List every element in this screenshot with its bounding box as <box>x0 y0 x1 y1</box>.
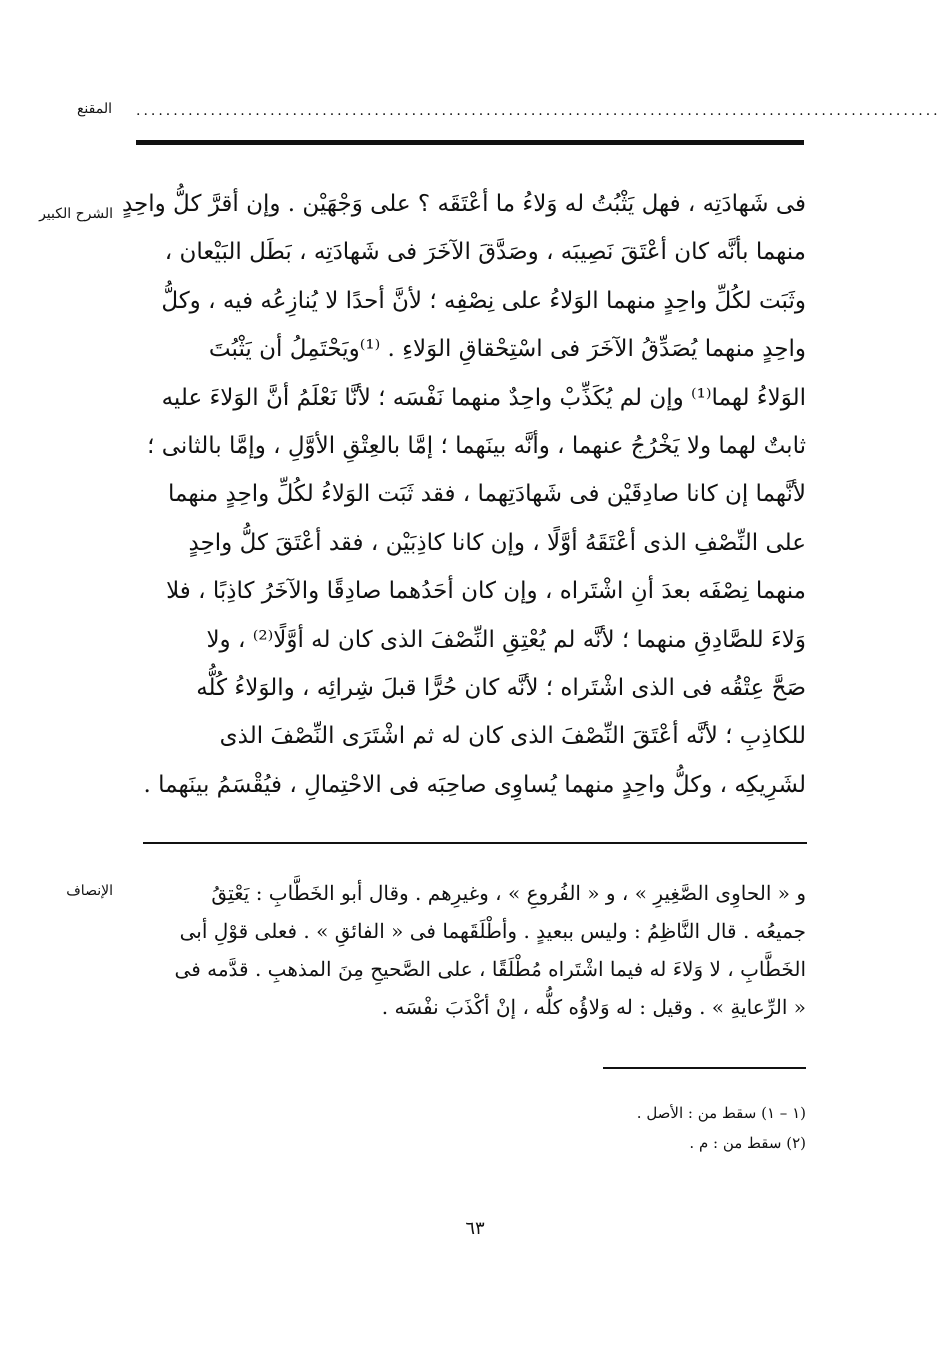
main-line: فى شَهادَتِه ، فهل يَثْبُتُ له وَلاءُ ما أعْتَقَه ؟ على وَجْهَيْن . وإن أقرَّ كلُّ واحِدٍ <box>121 191 806 217</box>
main-line: الوَلاءُ لهما⁽¹⁾ وإن لم يُكَذِّبْ واحِدٌ منهما نَفْسَه ؛ لأنَّا نَعْلَمُ أنَّ الوَلاءَ عليه <box>161 384 806 411</box>
footnote: (٢) سقط من : م . <box>689 1134 806 1152</box>
insaf-line: جميعُه . قال النَّاظِمُ : وليس ببعيدٍ . وأطْلَقَهما فى « الفائقِ » . فعلى قوْلِ أبى <box>179 919 806 943</box>
footnote-rule <box>603 1067 806 1069</box>
main-line: على النِّصْفِ الذى أعْتَقَهُ أوَّلًا ، وإن كانا كاذِبَيْن ، فقد أعْتَقَ كلُّ واحِدٍ <box>188 529 806 556</box>
main-line: ثابتٌ لهما ولا يَخْرُجُ عنهما ، وأنَّه بينَهما ؛ إمَّا بالعِتْقِ الأوَّلِ ، وإمَّا بالثانى ؛ <box>147 432 806 459</box>
main-line: لأنَّهما إن كانا صادِقَيْن فى شَهادَتِهما ، فقد ثَبَت الوَلاءُ لكُلِّ واحِدٍ منهما <box>168 481 806 508</box>
main-line: وثَبَت لكُلِّ واحِدٍ منهما الوَلاءُ على نِصْفِه ؛ لأنَّ أحدًا لا يُنازِعُه فيه ، وكلُّ <box>161 287 806 314</box>
main-line: صَحَّ عِتْقُه فى الذى اشْتَراه ؛ لأنَّه كان حُرًّا قبلَ شِرائِه ، والوَلاءُ كُلُّه <box>196 674 806 701</box>
insaf-line: الخَطَّابِ ، لا وَلاءَ له فيما اشْتَراه مُطْلَقًا ، على الصَّحيحِ مِنَ المذهبِ . قدَّمه فى <box>174 957 806 981</box>
main-line: للكاذِبِ ؛ لأنَّه أعْتَقَ النِّصْفَ الذى كان له ثم اشْتَرَى النِّصْفَ الذى <box>219 723 806 750</box>
main-line: منهما بأنَّه كان أعْتَقَ نَصِيبَه ، وصَدَّقَ الآخَرَ فى شَهادَتِه ، بَطَل البَيْعان ، <box>164 239 806 266</box>
side-label-sharh: الشرح الكبير <box>39 206 113 222</box>
page-number: ٦٣ <box>465 1218 485 1239</box>
insaf-text <box>128 874 806 1026</box>
footnotes <box>400 1098 806 1158</box>
main-text <box>121 180 806 809</box>
main-line: واحِدٍ منهما يُصَدِّقُ الآخَرَ فى اسْتِحْقاقِ الوَلاءِ . ⁽¹⁾ويَحْتَمِلُ أن يَثْبُتَ <box>208 336 806 363</box>
book-title: المقنع <box>76 101 112 117</box>
header-rule <box>136 140 804 145</box>
main-line: لشَرِيكِه ، وكلُّ واحِدٍ منهما يُساوِى صاحِبَه فى الاحْتِمالِ ، فيُقْسَمُ بينَهما . <box>143 771 806 798</box>
header-dotted-leader: ............................................................................................................ <box>136 103 941 119</box>
side-label-insaf: الإنصاف <box>66 883 113 899</box>
main-line: وَلاءَ للصَّادِقِ منهما ؛ لأنَّه لم يُعْتِقِ النِّصْفَ الذى كان له أوَّلًا⁽²⁾ ، ولا <box>206 626 806 653</box>
section-separator <box>143 842 807 844</box>
main-line: منهما نِصْفَه بعدَ أنِ اشْتَراه ، وإن كان أحَدُهما صادِقًا والآخَرُ كاذِبًا ، فلا <box>166 578 806 605</box>
insaf-line: « الرِّعايةِ » . وقيل : له وَلاؤُه كلُّه ، إنْ أكْذَبَ نفْسَه . <box>381 995 806 1019</box>
footnote: (١ – ١) سقط من : الأصل . <box>636 1104 806 1122</box>
insaf-line: و « الحاوِى الصَّغِيرِ » ، و « الفُروعِ » ، وغيرِهم . وقال أبو الخَطَّابِ : يَعْتِقُ <box>211 881 806 905</box>
